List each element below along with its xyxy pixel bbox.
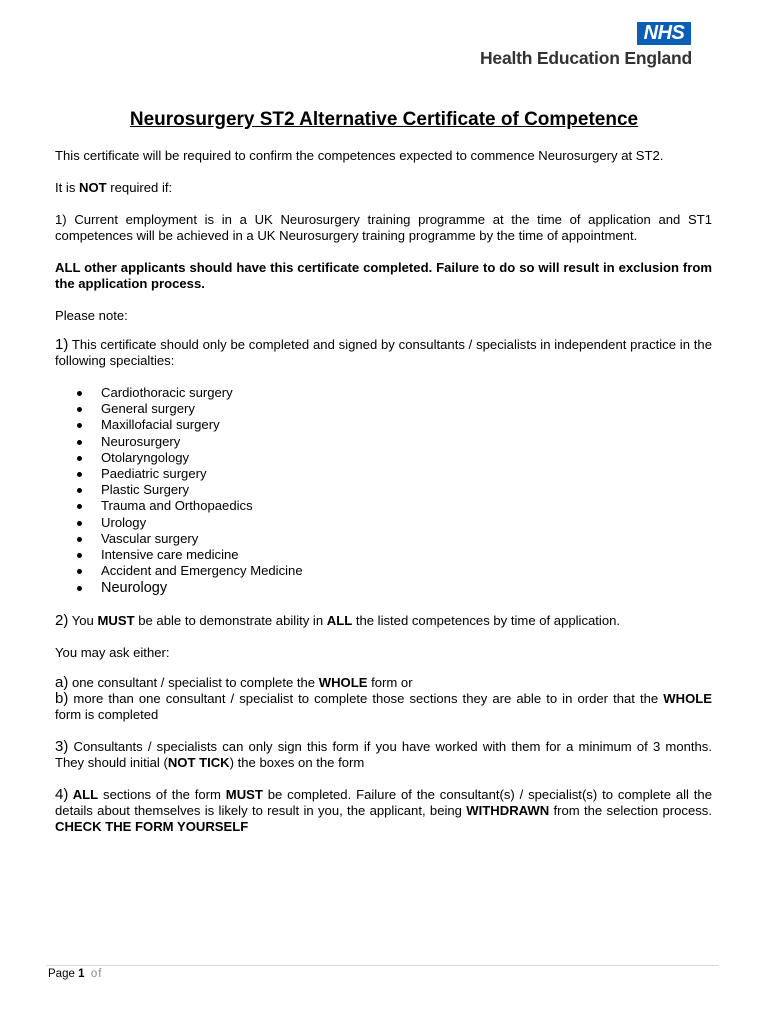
list-item: Otolaryngology [55, 450, 712, 466]
list-item: Trauma and Orthopaedics [55, 498, 712, 514]
list-item: Vascular surgery [55, 531, 712, 547]
list-item: Plastic Surgery [55, 482, 712, 498]
please-note: Please note: [55, 308, 128, 323]
list-item: Neurosurgery [55, 434, 712, 450]
note-4: 4) ALL sections of the form MUST be completed. Failure of the consultant(s) / specialist(s) to complete all the details about themselves is likely to result in you, the applicant, being WITHDRAWN from the selection process. CHECK THE FORM YOURSELF [55, 786, 712, 835]
nhs-logo: NHS [637, 22, 691, 45]
intro-paragraph: This certificate will be required to confirm the competences expected to commence Neurosurgery at ST2. [55, 148, 664, 163]
note-2: 2) You MUST be able to demonstrate ability in ALL the listed competences by time of application. [55, 612, 621, 630]
organization-name: Health Education England [479, 48, 692, 68]
list-item: Urology [55, 515, 712, 531]
ask-either: You may ask either: [55, 645, 170, 661]
page-footer: Page 1 of [48, 968, 103, 980]
specialties-list [55, 385, 712, 597]
not-required-line: It is NOT required if: [55, 180, 173, 195]
list-item: Paediatric surgery [55, 466, 712, 482]
note-1: 1) This certificate should only be completed and signed by consultants / specialists in independent practice in the following specialties: [55, 336, 712, 368]
list-item: Neurology [55, 579, 712, 597]
option-b: b) more than one consultant / specialist to complete those sections they are able to in order that the WHOLE form is completed [55, 690, 712, 723]
list-item: General surgery [55, 401, 712, 417]
warning-paragraph: ALL other applicants should have this certificate completed. Failure to do so will result in exclusion from the application process. [55, 260, 712, 291]
note-3: 3) Consultants / specialists can only sign this form if you have worked with them for a minimum of 3 months. They should initial (NOT TICK) the boxes on the form [55, 738, 712, 771]
list-item: Accident and Emergency Medicine [55, 563, 712, 579]
list-item: Cardiothoracic surgery [55, 385, 712, 401]
list-item: Maxillofacial surgery [55, 417, 712, 433]
document-body [55, 148, 712, 835]
option-a: a) one consultant / specialist to complete the WHOLE form or [55, 674, 413, 692]
document-title: Neurosurgery ST2 Alternative Certificate of Competence [129, 109, 639, 130]
footer-divider [46, 965, 719, 966]
list-item: Intensive care medicine [55, 547, 712, 563]
condition-1: 1) Current employment is in a UK Neurosurgery training programme at the time of application and ST1 competences will be achieved in a UK Neurosurgery training programme by the time of appointment. [55, 212, 712, 243]
